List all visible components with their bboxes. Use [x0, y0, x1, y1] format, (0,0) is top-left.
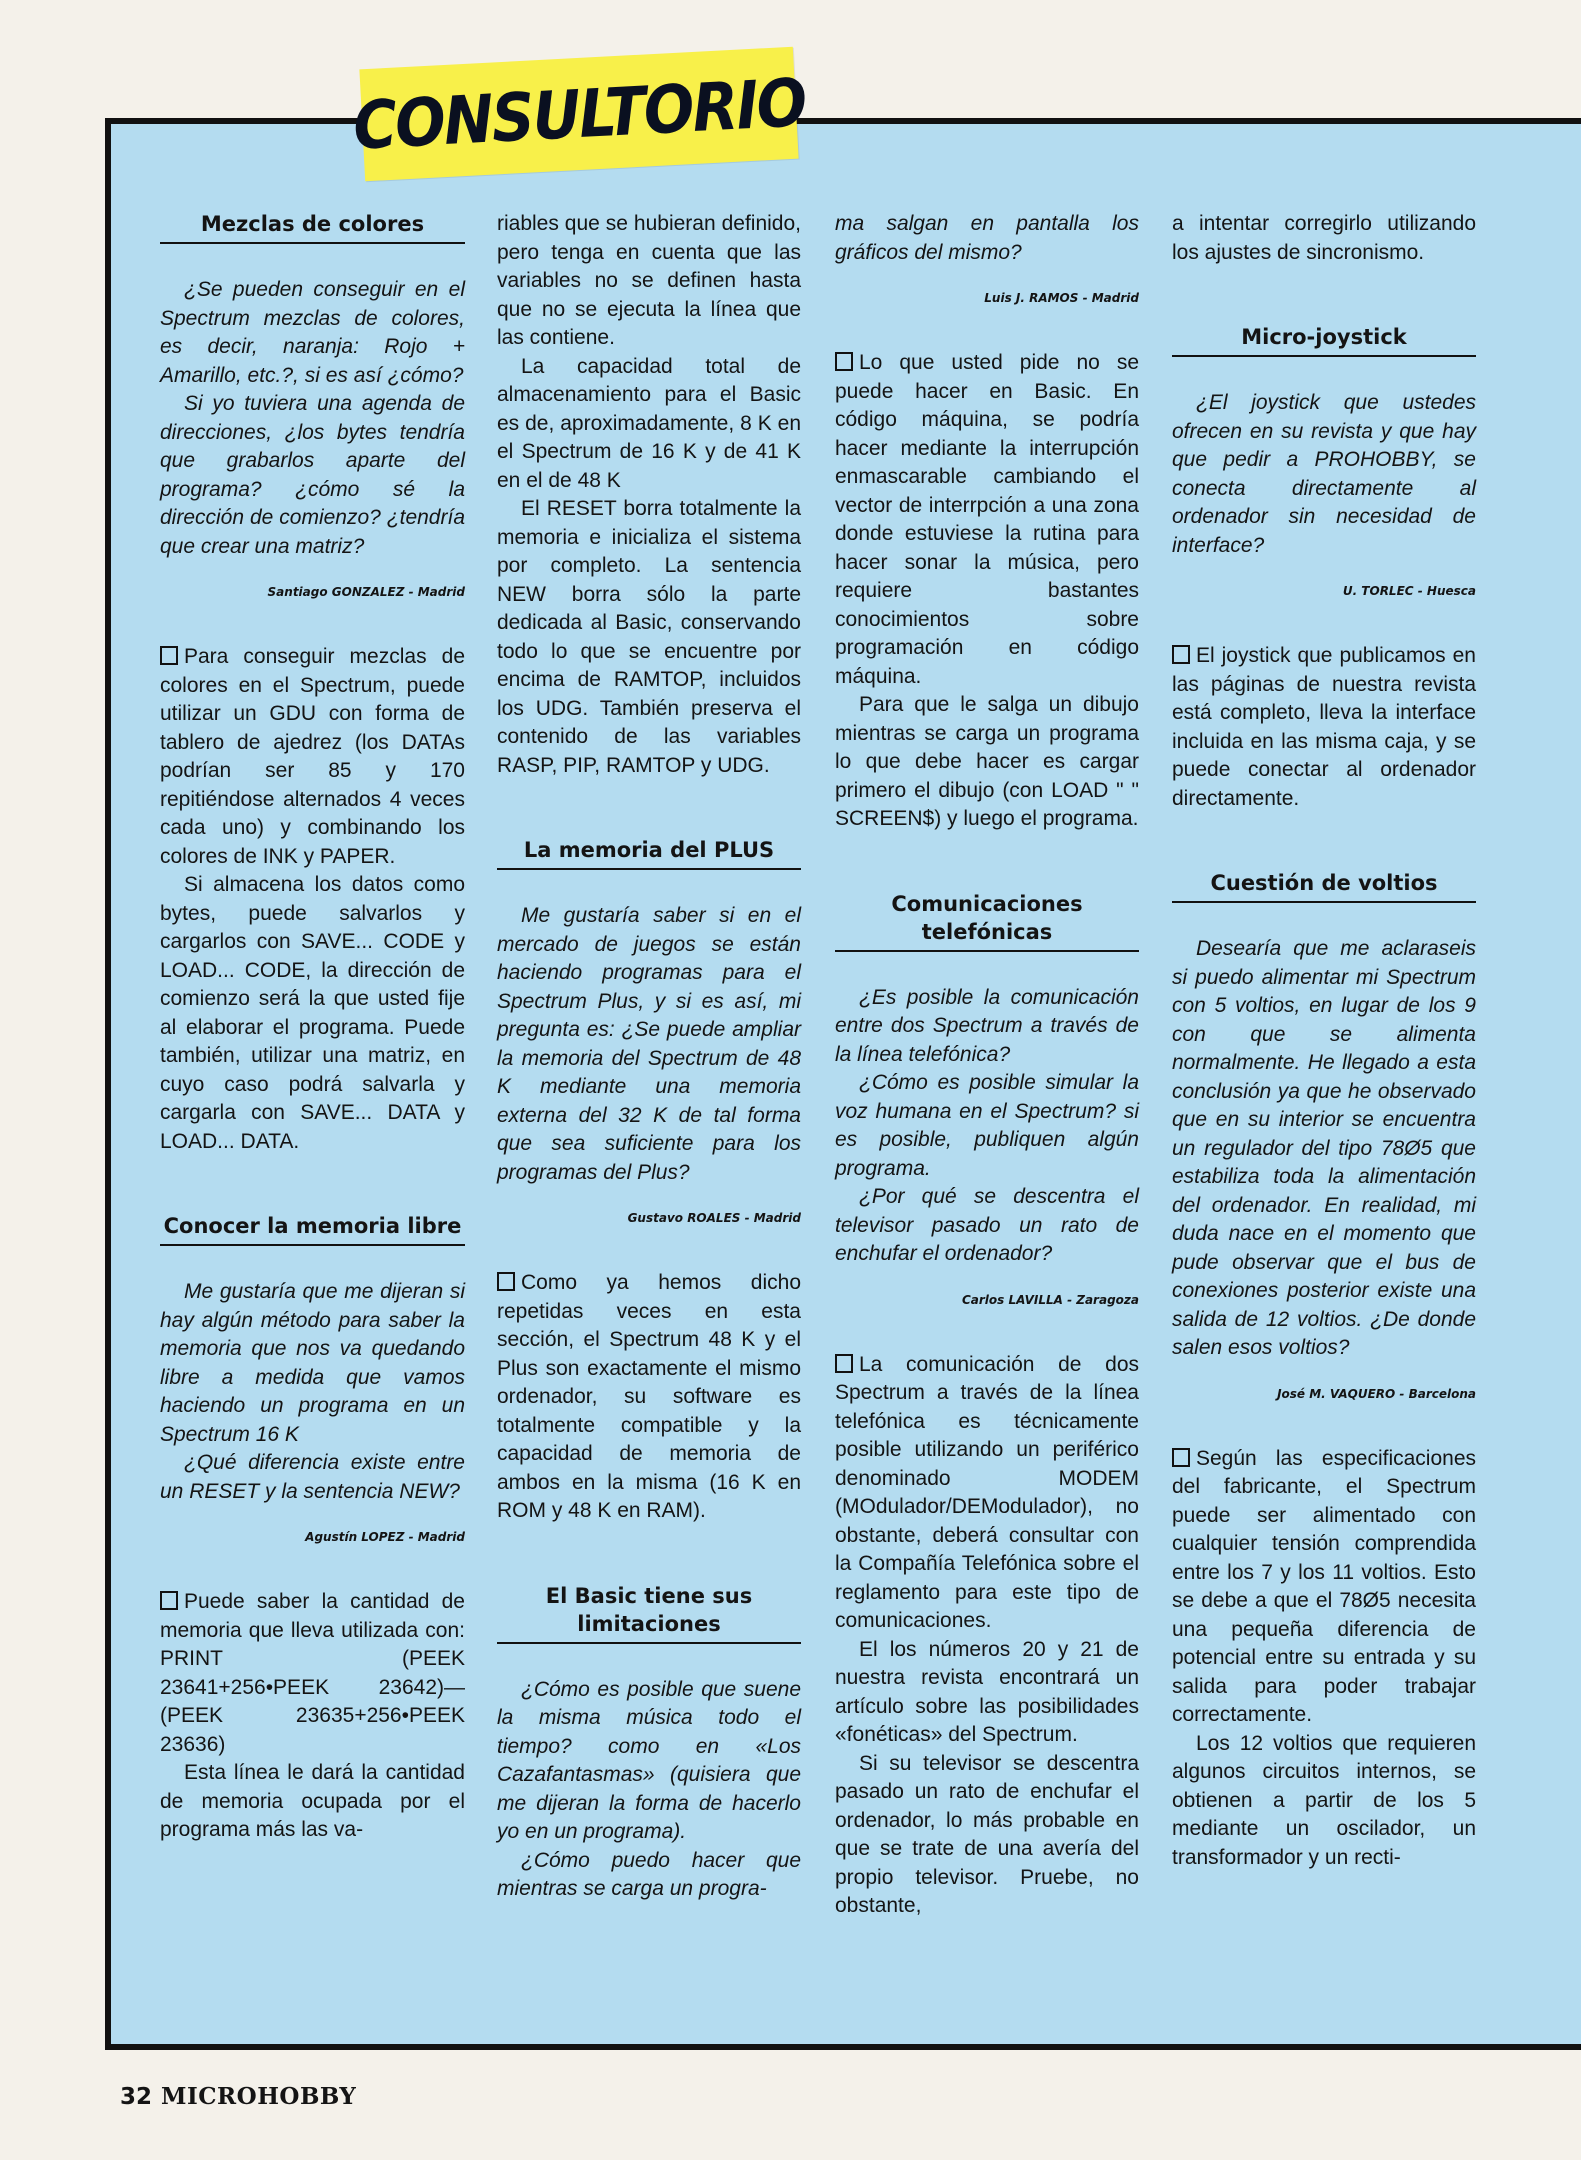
question-text: ¿Cómo es posible simular la voz humana en el Spectrum? si es posible, publiquen algún programa. [835, 1071, 1139, 1180]
heading-micro-joystick: Micro-joystick [1172, 323, 1476, 357]
reader-signature: Luis J. RAMOS - Madrid [984, 291, 1139, 305]
column-3 [835, 210, 1139, 1921]
answer-text: Como ya hemos dicho repetidas veces en esta sección, el Spectrum 48 K y el Plus son exactamente el mismo ordenador, su software es totalmente compatible y la capacidad de memoria de ambos en la misma (16 K en ROM y 48 K en RAM). [497, 1271, 801, 1522]
answer-text: La comunicación de dos Spectrum a través de la línea telefónica es técnicamente posible utilizando un periférico denominado MODEM (MOdulador/DEModulador), no obstante, deberá consultar con la Compañía Telefónica sobre el reglamento para este tipo de comunicaciones. [835, 1352, 1139, 1632]
page-footer [120, 2083, 356, 2110]
answer-paragraph: a intentar corregirlo utilizando los ajustes de sincronismo. [1172, 212, 1476, 264]
question-text: ¿Es posible la comunicación entre dos Spectrum a través de la línea telefónica? [835, 985, 1139, 1066]
answer-text: Para conseguir mezclas de colores en el Spectrum, puede utilizar un GDU con forma de tablero de ajedrez (los DATAs podrían ser 85 y 170 repitiéndose alternados 4 veces cada uno) y combinando los colores de INK y PAPER. [160, 645, 465, 868]
column-1 [160, 210, 465, 1845]
heading-mezclas-de-colores: Mezclas de colores [160, 210, 465, 244]
answer-box-icon [835, 352, 853, 371]
reader-signature: Agustín LOPEZ - Madrid [305, 1530, 465, 1544]
answer-box-icon [835, 1354, 853, 1373]
question-text: ¿Qué diferencia existe entre un RESET y la sentencia NEW? [160, 1451, 465, 1503]
question-text: Me gustaría que me dijeran si hay algún método para saber la memoria que nos va quedando libre a medida que vamos haciendo un programa en un Spectrum 16 K [160, 1280, 465, 1446]
reader-signature: U. TORLEC - Huesca [1342, 584, 1476, 598]
question-text: Si yo tuviera una agenda de direcciones, ¿los bytes tendría que grabarlos aparte del programa? ¿cómo sé la dirección de comienzo? ¿tendría que crear una matriz? [160, 392, 465, 558]
answer-paragraph: Si su televisor se descentra pasado un rato de enchufar el ordenador, lo más probable en que se trate de una avería del propio televisor. Pruebe, no obstante, [835, 1751, 1139, 1917]
column-4 [1172, 210, 1476, 1872]
heading-conocer-la-memoria-libre: Conocer la memoria libre [160, 1212, 465, 1246]
answer-paragraph: El RESET borra totalmente la memoria e inicializa el sistema por completo. La sentencia NEW borra sólo la parte dedicada al Basic, conservando todo lo que se encuentre por encima de RAMTOP, incluidos los UDG. También preserva el contenido de las variables RASP, PIP, RAMTOP y UDG. [497, 497, 801, 777]
answer-paragraph: Para que le salga un dibujo mientras se carga un programa lo que debe hacer es cargar primero el dibujo (con LOAD " " SCREEN$) y luego el programa. [835, 693, 1139, 830]
section-banner [351, 47, 807, 182]
column-2 [497, 210, 801, 1904]
reader-signature: Gustavo ROALES - Madrid [627, 1211, 801, 1225]
section-title: CONSULTORIO [351, 63, 807, 165]
question-text: Me gustaría saber si en el mercado de juegos se están haciendo programas para el Spectrum Plus, y si es así, mi pregunta es: ¿Se puede ampliar la memoria del Spectrum de 48 K mediante una memoria externa del 32 K de tal forma que sea suficiente para los programas del Plus? [497, 904, 801, 1184]
answer-paragraph: Esta línea le dará la cantidad de memoria ocupada por el programa más las va- [160, 1761, 465, 1841]
answer-paragraph: Si almacena los datos como bytes, puede salvarlos y cargarlos con SAVE... CODE y LOAD... CODE, la dirección de comienzo será la que usted fije al elaborar el programa. Puede también, utilizar una matriz, en cuyo caso podrá salvarla y cargarla con SAVE... DATA y LOAD... DATA. [160, 873, 465, 1153]
heading-el-basic-tiene-sus-limitaciones: El Basic tiene sus limitaciones [497, 1582, 801, 1644]
answer-box-icon [1172, 645, 1190, 664]
question-text: ¿Por qué se descentra el televisor pasado un rato de enchufar el ordenador? [835, 1185, 1139, 1265]
answer-box-icon [160, 1591, 178, 1610]
question-text: Desearía que me aclaraseis si puedo alimentar mi Spectrum con 5 voltios, en lugar de los 9 con que se alimenta normalmente. He llegado a esta conclusión ya que he observado que en su interior se encuentra un regulador del tipo 78Ø5 que estabiliza toda la alimentación del ordenador. En realidad, mi duda nace en el momento que pude observar que el bus de conexiones posterior existe una salida de 12 voltios. ¿De donde salen esos voltios? [1172, 937, 1476, 1359]
answer-text: Según las especificaciones del fabricante, el Spectrum puede ser alimentado con cualquier tensión comprendida entre los 7 y los 11 voltios. Esto se debe a que el 78Ø5 necesita una pequeña diferencia de potencial entre su entrada y su salida para poder trabajar correctamente. [1172, 1446, 1476, 1726]
heading-la-memoria-del-plus: La memoria del PLUS [497, 836, 801, 870]
reader-signature: Santiago GONZALEZ - Madrid [267, 585, 465, 599]
answer-box-icon [497, 1272, 515, 1291]
reader-signature: Carlos LAVILLA - Zaragoza [961, 1292, 1139, 1307]
answer-paragraph: El los números 20 y 21 de nuestra revista encontrará un artículo sobre las posibilidades «fonéticas» del Spectrum. [835, 1637, 1139, 1746]
reader-signature: José M. VAQUERO - Barcelona [1277, 1386, 1476, 1401]
answer-paragraph: Los 12 voltios que requieren algunos circuitos internos, se obtienen a partir de los 5 mediante un oscilador, un transformador y un recti- [1172, 1731, 1476, 1869]
question-text: ¿Cómo es posible que suene la misma música todo el tiempo? como en «Los Cazafantasmas» (quisiera que me dijeran la forma de hacerlo yo en un programa). [497, 1677, 801, 1843]
question-text: ma salgan en pantalla los gráficos del mismo? [835, 212, 1139, 264]
answer-text: Lo que usted pide no se puede hacer en Basic. En código máquina, se podría hacer mediante la interrupción enmascarable cambiando el vector de interrpción a una zona donde estuviese la rutina para hacer sonar la música, pero requiere bastantes conocimientos sobre programación en código máquina. [835, 351, 1139, 688]
answer-text: Puede saber la cantidad de memoria que lleva utilizada con: PRINT (PEEK 23641+256•PEEK 23642)—(PEEK 23635+256•PEEK 23636) [160, 1590, 465, 1756]
answer-box-icon [160, 646, 178, 665]
magazine-name: MICROHOBBY [161, 2083, 357, 2110]
question-text: ¿Cómo puedo hacer que mientras se carga un progra- [497, 1848, 801, 1900]
answer-paragraph: riables que se hubieran definido, pero tenga en cuenta que las variables no se definen hasta que no se ejecuta la línea que las contiene. [497, 212, 801, 349]
heading-comunicaciones-telefonicas: Comunicaciones telefónicas [835, 890, 1139, 952]
question-text: ¿Se pueden conseguir en el Spectrum mezclas de colores, es decir, naranja: Rojo + Amarillo, etc.?, si es así ¿cómo? [160, 278, 465, 387]
answer-box-icon [1172, 1448, 1190, 1467]
question-text: ¿El joystick que ustedes ofrecen en su revista y que hay que pedir a PROHOBBY, se conecta directamente al ordenador sin necesidad de interface? [1172, 391, 1476, 557]
heading-cuestion-de-voltios: Cuestión de voltios [1172, 869, 1476, 903]
page-number: 32 [120, 2084, 153, 2110]
answer-text: El joystick que publicamos en las páginas de nuestra revista está completo, lleva la interface incluida en las misma caja, y se puede conectar al ordenador directamente. [1172, 644, 1476, 810]
answer-paragraph: La capacidad total de almacenamiento para el Basic es de, aproximadamente, 8 K en el Spectrum de 16 K y de 41 K en el de 48 K [497, 354, 801, 492]
